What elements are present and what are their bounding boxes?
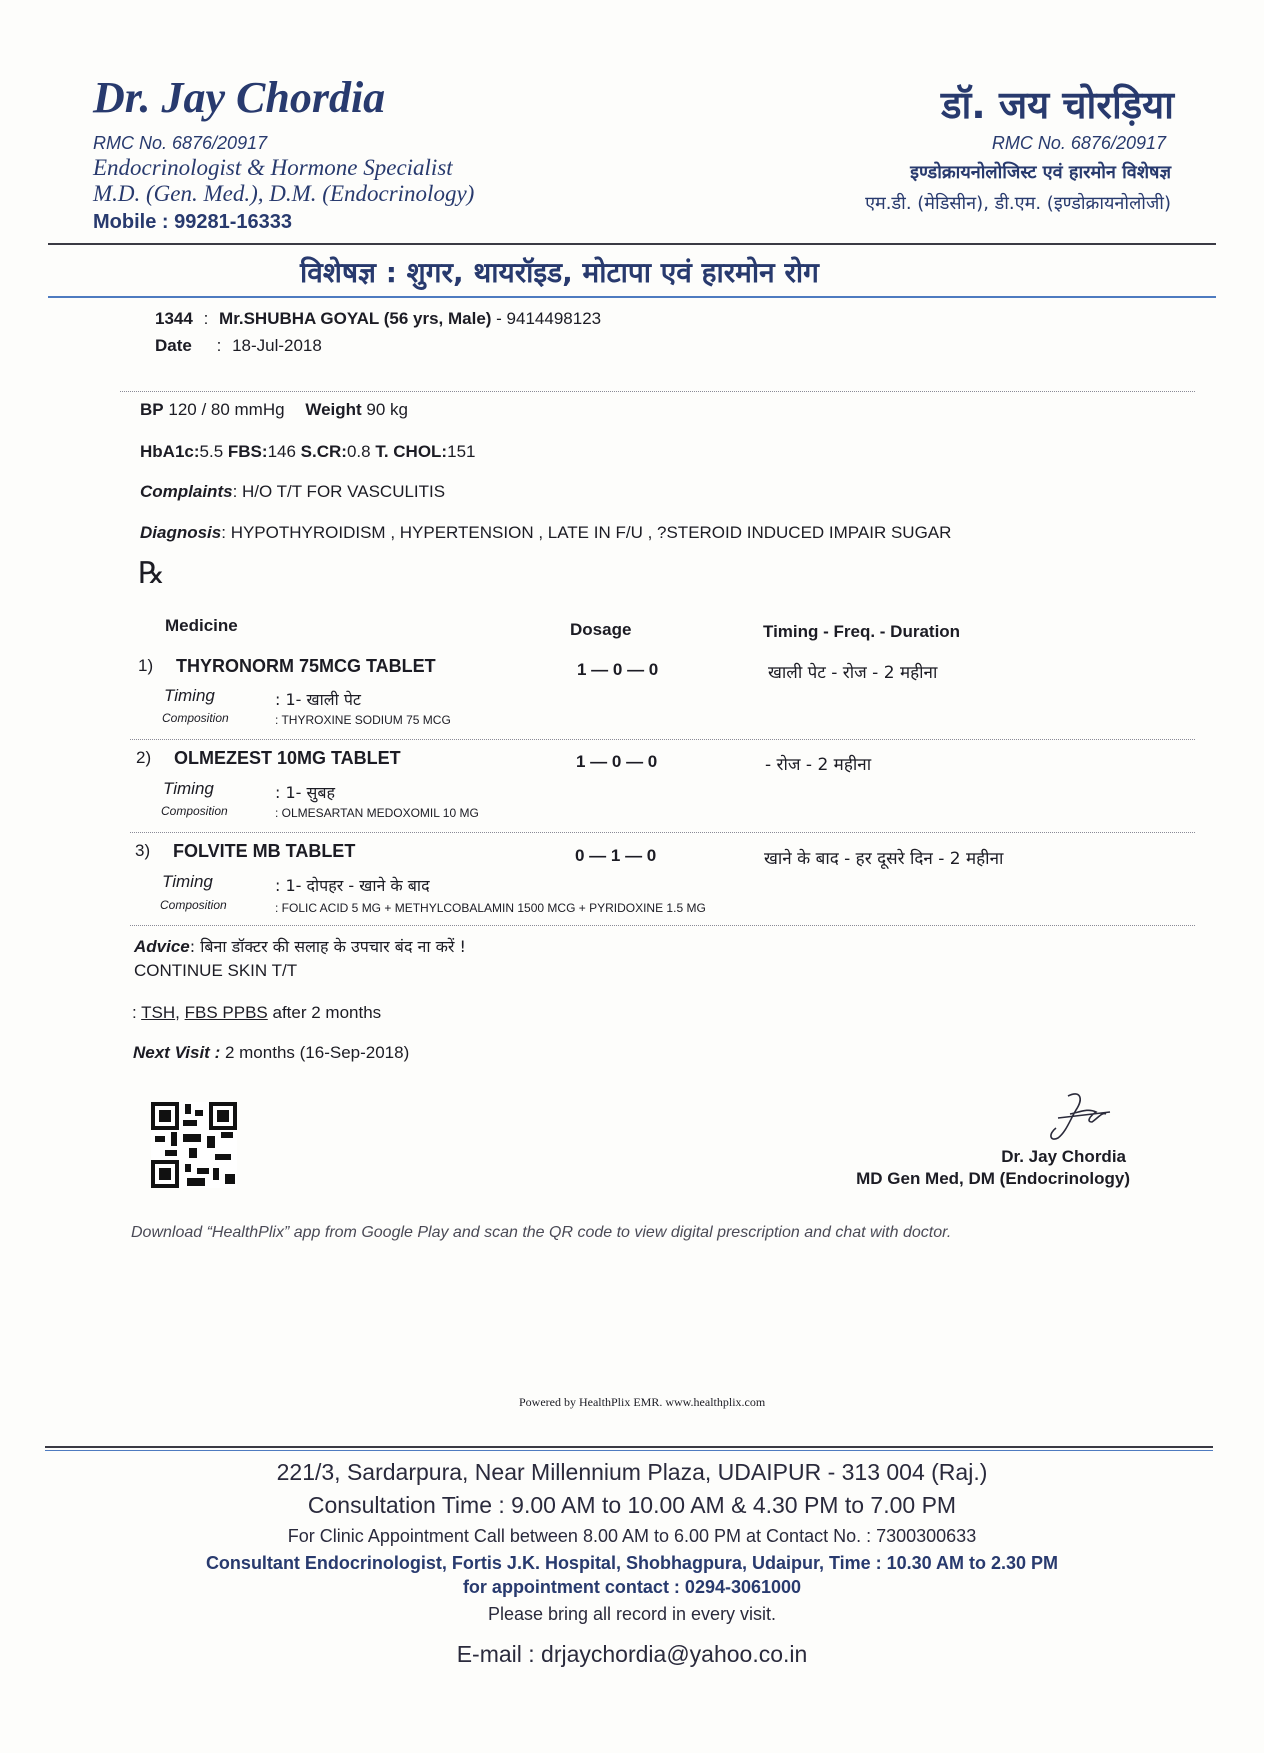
doctor-name: Dr. Jay Chordia [93,73,386,122]
patient-phone: - 9414498123 [496,309,602,328]
rmc-number-right: RMC No. 6876/20917 [991,133,1166,153]
med-1-composition: : THYROXINE SODIUM 75 MCG [275,713,451,727]
weight-label: Weight [305,400,362,419]
med-2-composition-label: Composition [161,804,228,818]
header-rule-bottom [48,296,1216,298]
advice-line-2: CONTINUE SKIN T/T [134,961,298,980]
scr-label: S.CR: [300,442,347,461]
qr-code [151,1102,237,1188]
vitals-line-1 [140,400,408,420]
signature-scribble [1040,1088,1120,1148]
row-separator [130,832,1195,833]
app-note: Download “HealthPlix” app from Google Play and scan the QR code to view digital prescription and chat with doctor. [131,1224,952,1241]
med-3-freq: खाने के बाद - हर दूसरे दिन - 2 महीना [764,849,1004,869]
bp-value: 120 / 80 mmHg [168,400,285,419]
footer-appointment: For Clinic Appointment Call between 8.00 AM to 6.00 PM at Contact No. : 7300300633 [287,1526,977,1546]
med-1-composition-label: Composition [162,711,229,725]
med-3-composition-label: Composition [160,898,227,912]
tests-suffix: after 2 months [272,1003,382,1022]
test-sep: , [175,1003,180,1022]
med-3-timing: : 1- दोपहर - खाने के बाद [275,876,430,895]
diagnosis-text: : HYPOTHYROIDISM , HYPERTENSION , LATE IN F/U , ?STEROID INDUCED IMPAIR SUGAR [221,523,952,542]
footer-address: 221/3, Sardarpura, Near Millennium Plaza, UDAIPUR - 313 004 (Raj.) [276,1459,988,1485]
med-2-dosage: 1 — 0 — 0 [576,752,658,771]
complaints-label: Complaints [140,482,233,501]
complaints-text: : H/O T/T FOR VASCULITIS [232,482,446,501]
date-line [155,336,322,356]
row-separator [130,739,1195,740]
rx-symbol: ℞ [138,557,165,590]
footer-rule-top [45,1446,1213,1448]
doctor-specialty: Endocrinologist & Hormone Specialist [93,155,453,180]
specialty-banner: विशेषज्ञ : शुगर, थायरॉइड, मोटापा एवं हारमोन रोग [300,256,819,289]
med-1-dosage: 1 — 0 — 0 [577,660,659,679]
med-1-timing: : 1- खाली पेट [275,690,361,709]
diagnosis-label: Diagnosis [140,523,222,542]
med-2-freq: - रोज - 2 महीना [765,755,872,775]
med-1-name: THYRONORM 75MCG TABLET [176,656,436,676]
rmc-number: RMC No. 6876/20917 [93,133,268,153]
col-medicine: Medicine [165,616,238,635]
patient-name: Mr.SHUBHA GOYAL (56 yrs, Male) [219,309,492,328]
signature-qualification: MD Gen Med, DM (Endocrinology) [856,1169,1130,1188]
med-1-num: 1) [138,656,154,675]
footer-rule-blue [45,1450,1213,1451]
separator [120,391,1195,392]
advice-label: Advice [134,937,190,956]
weight-value: 90 kg [366,400,409,419]
med-2-timing: : 1- सुबह [275,783,335,802]
footer-records: Please bring all record in every visit. [487,1604,777,1624]
powered-by: Powered by HealthPlix EMR. www.healthplix.com [519,1395,766,1409]
advice-text: : बिना डॉक्टर की सलाह के उपचार बंद ना करें ! [189,937,466,956]
footer-consultation: Consultation Time : 9.00 AM to 10.00 AM & 4.30 PM to 7.00 PM [307,1492,957,1518]
next-visit-value: 2 months (16-Sep-2018) [224,1043,410,1062]
vitals-line-2 [140,442,475,462]
chol-value: 151 [447,442,476,461]
med-1-freq: खाली पेट - रोज - 2 महीना [768,663,938,683]
med-2-composition: : OLMESARTAN MEDOXOMIL 10 MG [275,806,479,820]
date-sep: : [216,336,222,355]
doctor-specialty-hindi: इण्डोक्रायनोलोजिस्ट एवं हारमोन विशेषज्ञ [910,162,1171,183]
doctor-name-hindi: डॉ. जय चोरड़िया [941,83,1174,127]
patient-line [155,309,601,329]
complaints-line [140,482,445,502]
doctor-mobile: Mobile : 99281-16333 [93,211,292,233]
advice-line [134,935,466,957]
footer-fortis-contact: for appointment contact : 0294-3061000 [462,1577,802,1597]
doctor-degrees: M.D. (Gen. Med.), D.M. (Endocrinology) [93,181,475,206]
med-3-composition: : FOLIC ACID 5 MG + METHYLCOBALAMIN 1500 MCG + PYRIDOXINE 1.5 MG [275,901,706,915]
footer-fortis: Consultant Endocrinologist, Fortis J.K. Hospital, Shobhagpura, Udaipur, Time : 10.30 AM to 2.30 PM [205,1553,1059,1573]
patient-id: 1344 [155,309,193,328]
diagnosis-line [140,523,951,543]
hba1c-label: HbA1c: [140,442,200,461]
doctor-degrees-hindi: एम.डी. (मेडिसीन), डी.एम. (इण्डोक्रायनोलोजी) [865,193,1171,214]
fbs-label: FBS: [227,442,268,461]
scr-value: 0.8 [346,442,371,461]
hba1c-value: 5.5 [199,442,224,461]
med-3-dosage: 0 — 1 — 0 [575,846,657,865]
next-visit-label: Next Visit : [133,1043,221,1062]
signature-name: Dr. Jay Chordia [1001,1147,1126,1166]
next-visit-line [133,1043,409,1063]
med-2-num: 2) [136,748,152,767]
footer-email: E-mail : drjaychordia@yahoo.co.in [456,1641,808,1667]
test-tsh: TSH [141,1003,176,1022]
med-1-timing-label: Timing [164,686,215,705]
chol-label: T. CHOL: [375,442,448,461]
tests-prefix: : [132,1003,137,1022]
med-3-name: FOLVITE MB TABLET [173,841,356,861]
visit-date: 18-Jul-2018 [232,336,322,355]
col-timing: Timing - Freq. - Duration [763,622,961,641]
col-dosage: Dosage [570,620,632,639]
row-separator [130,925,1195,926]
patient-sep: : [203,309,209,328]
date-label: Date [155,336,192,355]
med-2-name: OLMEZEST 10MG TABLET [174,748,401,768]
test-fbs-ppbs: FBS PPBS [184,1003,268,1022]
med-2-timing-label: Timing [163,779,214,798]
bp-label: BP [140,400,164,419]
tests-line [132,1003,381,1023]
header-rule-top [48,243,1216,245]
med-3-num: 3) [135,841,151,860]
med-3-timing-label: Timing [162,872,213,891]
fbs-value: 146 [267,442,296,461]
